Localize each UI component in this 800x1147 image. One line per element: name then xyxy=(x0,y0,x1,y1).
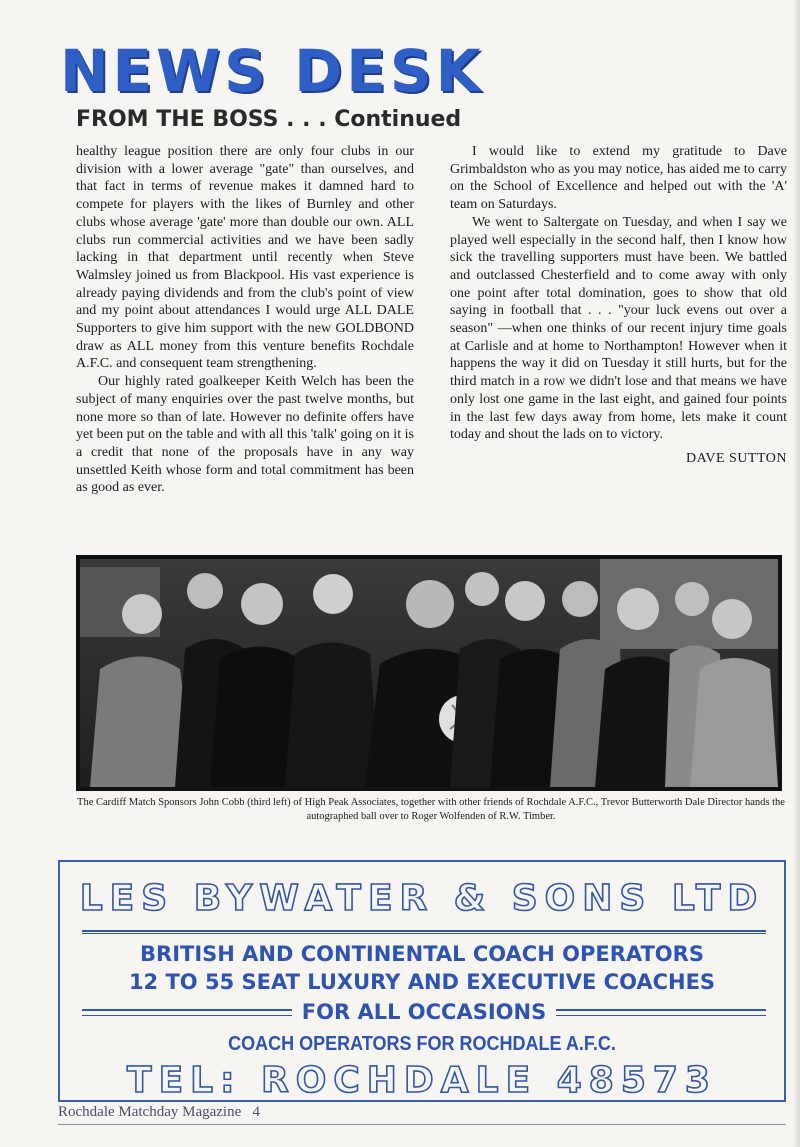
article-paragraph: We went to Saltergate on Tuesday, and when I say we played well especially in the second half, then I know how sick the travelling supporters must have been. We battled and outclassed Chesterfield and to come away with only one point after total domination, goes to show that old saying in football that . . . "your luck evens out over a season" —when one thinks of our recent injury time goals at Carlisle and at home to Northampton! However when it happens the way it did on Tuesday it still hurts, but for the third match in a row we didn't lose and that means we have only lost one game in the last eight, and gained four points in the last few days away from home, lets make it count today and shout the lads on to victory. xyxy=(450,214,787,443)
group-photo xyxy=(76,555,782,791)
ad-tagline: 12 TO 55 SEAT LUXURY AND EXECUTIVE COACHES xyxy=(128,970,716,994)
ad-divider xyxy=(82,1009,292,1016)
article-paragraph: Our highly rated goalkeeper Keith Welch has been the subject of many enquiries over the past twelve months, but none more so than of late. However no definite offers have yet been put on the table and with all this 'talk' going on it is a credit that none of the proposals have in any way unsettled Keith whose form and total commitment has been as good as ever. xyxy=(76,374,414,496)
ad-company-name: LES BYWATER & SONS LTD xyxy=(79,878,765,919)
group-photo-image xyxy=(80,559,778,787)
ad-occasions-row xyxy=(82,998,766,1026)
ad-tagline: COACH OPERATORS FOR ROCHDALE A.F.C. xyxy=(228,1031,616,1055)
page-footer: Rochdale Matchday Magazine 4 xyxy=(58,1104,261,1120)
article-right-column xyxy=(450,143,787,468)
author-signature: DAVE SUTTON xyxy=(685,450,787,466)
ad-phone-number: TEL: ROCHDALE 48573 xyxy=(127,1060,717,1101)
ad-tagline: FOR ALL OCCASIONS xyxy=(301,1000,547,1024)
ad-divider xyxy=(556,1009,766,1016)
article-paragraph: I would like to extend my gratitude to Dave Grimbaldston who as you may notice, has aided me to carry on the School of Excellence and helped out with the 'A' team on Saturdays. xyxy=(450,144,787,213)
ad-tagline: BRITISH AND CONTINENTAL COACH OPERATORS xyxy=(140,942,704,966)
footer-divider xyxy=(58,1124,786,1125)
advertisement xyxy=(58,860,786,1102)
article-left-column xyxy=(76,143,414,497)
page-title: NEWS DESK xyxy=(60,37,485,105)
page-edge xyxy=(792,0,800,1147)
article-paragraph: healthy league position there are only four clubs in our division with a lower average "gate" than ourselves, and that fact in terms of revenue makes it damned hard to compete for players with the likes of Burnley and other clubs whose average 'gate' more than double our own. ALL clubs run commercial activities and we have been sadly lacking in that department until recently when Steve Walmsley joined us from Blackpool. His vast experience is already paying dividends and from the club's point of view and my point about attendances I would urge ALL DALE Supporters to give him support with the new GOLDBOND draw as ALL money from this venture benefits Rochdale A.F.C. and consequent team strengthening. xyxy=(76,144,414,372)
section-subtitle: FROM THE BOSS . . . Continued xyxy=(76,107,462,132)
photo-caption: The Cardiff Match Sponsors John Cobb (third left) of High Peak Associates, together with other friends of Rochdale A.F.C., Trevor Butterworth Dale Director hands the autographed ball over to Roger Wolfenden of R.W. Timber. xyxy=(77,797,785,822)
ad-divider xyxy=(82,930,766,934)
